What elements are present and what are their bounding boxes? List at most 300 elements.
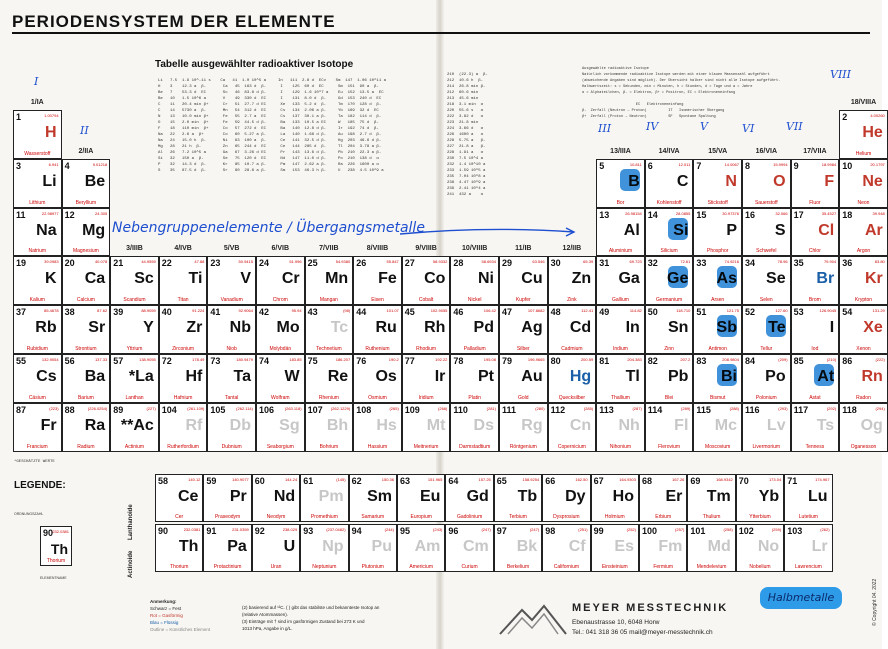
element-symbol: Ti <box>188 270 203 288</box>
atomic-mass: 44.9559 <box>141 259 156 265</box>
element-name: Francium <box>26 443 48 450</box>
element-name: Lanthan <box>125 394 144 401</box>
element-name: Stickstoff <box>707 199 728 206</box>
atomic-mass: 173.04 <box>768 477 782 482</box>
atomic-mass: (258) <box>723 527 733 532</box>
atomic-mass: (227) <box>146 405 156 411</box>
atomic-number: 86 <box>842 356 853 366</box>
element-cell-hs <box>353 403 402 452</box>
element-symbol: Nh <box>618 416 640 434</box>
element-symbol: Cu <box>521 270 543 288</box>
atomic-mass: 132.9054 <box>41 357 59 362</box>
element-symbol: Lu <box>808 488 828 505</box>
atomic-number: 20 <box>64 258 75 269</box>
atomic-mass: 114.82 <box>629 308 642 314</box>
element-name: Vanadium <box>220 297 243 304</box>
element-cell-s <box>742 208 791 257</box>
atomic-mass: (251) <box>578 527 588 532</box>
element-symbol: Rb <box>35 319 57 337</box>
atomic-mass: 231.0359 <box>232 527 249 532</box>
atomic-number: 16 <box>745 209 756 220</box>
element-cell-ru <box>353 305 402 354</box>
element-name: Lithium <box>29 199 46 206</box>
element-symbol: Cm <box>463 538 489 555</box>
element-name: Livermorium <box>752 443 781 450</box>
atomic-mass: 164.9303 <box>619 477 636 482</box>
atomic-number: 39 <box>113 307 124 318</box>
element-cell-he <box>839 110 888 159</box>
element-name: Magnesium <box>72 248 99 255</box>
element-cell-xe <box>839 305 888 354</box>
handwritten-arrow <box>398 224 578 240</box>
element-name: Niob <box>226 345 237 352</box>
element-cell-zn <box>548 256 597 305</box>
atomic-mass: 6.941 <box>48 161 59 167</box>
element-cell-fe <box>353 256 402 305</box>
element-cell-li <box>13 159 62 208</box>
atomic-number: 26 <box>356 258 367 269</box>
element-cell-np <box>300 524 348 572</box>
atomic-number: 90 <box>158 526 169 536</box>
highlight-mark <box>668 218 688 240</box>
element-cell-in <box>596 305 645 354</box>
element-symbol: **Ac <box>120 416 154 434</box>
atomic-mass: 69.723 <box>629 259 642 265</box>
element-symbol: Pr <box>229 488 247 505</box>
element-name: Barium <box>77 394 94 401</box>
element-symbol: Fe <box>378 270 397 288</box>
atomic-mass: 121.75 <box>726 308 739 314</box>
element-cell-ga <box>596 256 645 305</box>
atomic-number: 72 <box>161 356 172 366</box>
atomic-mass: 1.00794 <box>44 113 59 118</box>
atomic-number: 22 <box>161 258 172 269</box>
atomic-mass: (263.118) <box>284 405 302 411</box>
atomic-number: 78 <box>453 356 464 366</box>
element-symbol: Bh <box>326 416 349 434</box>
copyright: © Copyright 04. 2022 <box>872 578 878 626</box>
element-symbol: Np <box>322 538 344 555</box>
element-cell-nb <box>207 305 256 354</box>
atomic-mass: 138.9055 <box>139 357 156 362</box>
element-cell-nh <box>596 403 645 452</box>
element-symbol: Ne <box>862 172 883 190</box>
atomic-number: 33 <box>696 258 707 269</box>
element-symbol: Lv <box>766 416 786 434</box>
element-name: Darmstadtium <box>459 443 491 450</box>
element-cell-hf <box>159 354 208 403</box>
element-cell-sg <box>256 403 305 452</box>
element-name: Lawrencium <box>794 564 822 570</box>
atomic-mass: 150.36 <box>381 477 394 482</box>
element-cell-bk <box>494 524 542 572</box>
group-header-5: 5/VB <box>223 245 240 253</box>
element-symbol: Li <box>42 172 57 190</box>
element-cell-pb <box>645 354 694 403</box>
atomic-mass: 101.07 <box>386 308 399 314</box>
element-name: Uran <box>270 564 282 570</box>
atomic-mass: 51.996 <box>289 259 302 265</box>
element-name: Bor <box>616 199 625 206</box>
atomic-mass: 92.9064 <box>238 308 253 314</box>
atomic-mass: (259) <box>771 527 782 532</box>
atomic-mass: 63.546 <box>532 259 545 265</box>
element-name: Protactinium <box>213 564 242 570</box>
element-symbol: In <box>625 319 640 337</box>
element-name: Cer <box>175 514 184 520</box>
atomic-number: 45 <box>404 307 415 318</box>
element-symbol: V <box>240 270 251 288</box>
element-name: Tenness <box>805 443 825 450</box>
element-name: Titan <box>177 297 189 304</box>
element-cell-kr <box>839 256 888 305</box>
atomic-number: 116 <box>745 404 760 415</box>
element-name: Bismut <box>710 394 726 401</box>
element-symbol: Pu <box>371 538 392 555</box>
atomic-number: 50 <box>647 307 658 318</box>
element-symbol: Sn <box>667 319 689 337</box>
element-symbol: N <box>725 172 737 190</box>
atomic-mass: 200.59 <box>580 357 594 362</box>
atomic-mass: 174.967 <box>815 477 830 482</box>
atomic-mass: 192.22 <box>435 357 448 362</box>
element-cell-ce <box>155 474 203 522</box>
atomic-mass: 91.224 <box>192 308 205 314</box>
atomic-number: 38 <box>64 307 75 318</box>
atomic-number: 107 <box>307 404 323 415</box>
atomic-mass: (285) <box>583 405 594 411</box>
note-3: (3) Einträge mit † sind im gasförmigen Zustand bei 273 K und <box>242 619 365 624</box>
element-symbol: K <box>45 270 57 288</box>
element-cell-ar <box>839 208 888 257</box>
element-cell-be <box>62 159 111 208</box>
atomic-mass: 22.98977 <box>41 210 59 216</box>
atomic-mass: (287) <box>632 405 642 411</box>
element-cell-mo <box>256 305 305 354</box>
atomic-number: 87 <box>16 404 27 415</box>
element-symbol: Ag <box>521 319 543 337</box>
element-symbol: Ds <box>473 416 494 434</box>
element-symbol: Bk <box>516 538 538 555</box>
element-cell-md <box>687 524 735 572</box>
atomic-number: 12 <box>64 209 75 220</box>
element-name: Rutherfordium <box>167 443 199 450</box>
atomic-number: 25 <box>307 258 318 269</box>
atomic-number: 44 <box>356 307 367 318</box>
note-schwarz: Schwarz = Fest <box>150 606 182 611</box>
element-name: Plutonium <box>361 564 384 570</box>
atomic-mass: 47.88 <box>194 259 205 265</box>
element-cell-rh <box>402 305 451 354</box>
highlight-mark <box>717 266 737 288</box>
atomic-mass: 207.2 <box>680 357 691 362</box>
atomic-mass: 58.6934 <box>481 259 496 265</box>
group-header-8: 8/VIIIB <box>366 245 389 253</box>
element-cell-re <box>305 354 354 403</box>
element-name: Rhenium <box>318 394 339 401</box>
atomic-mass: 208.9804 <box>722 357 739 362</box>
element-cell-w <box>256 354 305 403</box>
atomic-number: 14 <box>647 209 658 220</box>
element-name: Xenon <box>856 345 871 352</box>
atomic-mass: (223) <box>49 405 59 411</box>
element-symbol: Hs <box>376 416 397 434</box>
element-symbol: Og <box>860 416 883 434</box>
atomic-mass: 157.25 <box>478 477 491 482</box>
element-cell-ca <box>62 256 111 305</box>
element-cell-tm <box>687 474 735 522</box>
atomic-number: 102 <box>738 526 754 536</box>
element-name: Oganesson <box>850 443 877 450</box>
atomic-number: 13 <box>599 209 610 220</box>
group-header-9: 9/VIIIB <box>415 245 437 253</box>
atomic-mass: (222) <box>875 357 885 362</box>
element-symbol: Kr <box>865 270 883 288</box>
element-cell-ac <box>110 403 159 452</box>
atomic-number: 28 <box>453 258 464 269</box>
element-cell-ds <box>450 403 499 452</box>
atomic-mass: 195.08 <box>483 357 496 362</box>
element-name: Molybdän <box>269 345 292 352</box>
element-symbol: Ir <box>434 368 446 385</box>
element-cell-ba <box>62 354 111 403</box>
element-name: Cadmium <box>561 345 583 352</box>
element-name: Zink <box>567 297 577 304</box>
atomic-number: 24 <box>259 258 270 269</box>
element-cell-os <box>353 354 402 403</box>
element-name: Nobelium <box>749 564 771 570</box>
element-name: Seaborgium <box>266 443 294 450</box>
element-cell-ne <box>839 159 888 208</box>
element-symbol: Mt <box>426 416 446 434</box>
legend-explanation-text: Ausgewählte radioaktive Isotope Natürlich vorkommende radioaktive Isotope werden mit einer blauen Massenzahl aufgeführt (abweichende Angaben sind möglich). Der Übersicht halber sind nicht alle Isotope aufgeführt. Halbwertszeit: s = Sekunden, min = Minuten, h = Stunden, d = Tage und a = Jahre α = Alphateilchen, β- = Elektron, β+ = Positron, EC = Elektroneneinfang EC Elektroneneinfang β- Zerfall (Neutron → Proton) IT Isomerischer Übergang β+ Zerfall (Proton → Neutron) SF Spontane Spaltung <box>582 67 781 119</box>
element-name: Chlor <box>808 248 821 255</box>
legend-tag-elementname: ELEMENTNAME <box>40 576 67 580</box>
estimated-values-note: *GESCHÄTZTE WERTE <box>14 460 55 464</box>
element-symbol: P <box>726 221 737 239</box>
atomic-mass: 83.80 <box>874 259 885 265</box>
element-cell-ts <box>791 403 840 452</box>
element-symbol: Cd <box>569 319 592 337</box>
roman-numeral-2: II <box>80 124 89 137</box>
element-symbol: Sr <box>88 319 106 337</box>
element-cell-bh <box>305 403 354 452</box>
element-cell-dy <box>542 474 590 522</box>
atomic-number: 103 <box>787 526 803 536</box>
atomic-mass: (281) <box>486 405 496 411</box>
note-rot: Rot = Gasförmig <box>150 613 183 618</box>
element-name: Beryllium <box>75 199 97 206</box>
atomic-number: 40 <box>161 307 172 318</box>
atomic-mass: 118.710 <box>676 308 691 314</box>
highlight-mark <box>717 315 737 337</box>
isotopes-table-title: Tabelle ausgewählter radioaktiver Isotope <box>155 59 354 70</box>
element-symbol: He <box>862 124 883 141</box>
atomic-number: 15 <box>696 209 707 220</box>
atomic-number: 53 <box>793 307 804 318</box>
element-name: Zinn <box>664 345 674 352</box>
element-name: Cobalt <box>418 297 434 304</box>
atomic-number: 2 <box>842 112 848 122</box>
element-name: Wolfram <box>271 394 290 401</box>
element-cell-pa <box>203 524 251 572</box>
element-symbol: Rn <box>861 368 883 385</box>
note-grau: Outline = Künstliches Element <box>150 627 211 632</box>
atomic-number: 83 <box>696 356 707 366</box>
element-symbol: O <box>773 172 786 190</box>
atomic-number: 47 <box>502 307 513 318</box>
atomic-mass: 144.24 <box>284 477 298 482</box>
note-2b: (relative Atommassen). <box>242 612 289 617</box>
atomic-mass: 107.8682 <box>527 308 545 314</box>
atomic-mass: (294) <box>875 405 885 411</box>
element-name: Calcium <box>76 297 95 304</box>
element-name: Bohrium <box>319 443 339 450</box>
element-name: Wasserstoff <box>24 150 51 157</box>
element-cell-f <box>791 159 840 208</box>
atomic-number: 71 <box>787 476 798 486</box>
element-cell-pt <box>450 354 499 403</box>
element-name: Fluor <box>809 199 821 206</box>
element-symbol: Mn <box>325 270 349 288</box>
element-cell-au <box>499 354 548 403</box>
element-cell-fl <box>645 403 694 452</box>
atomic-mass: 204.383 <box>627 357 642 362</box>
atomic-mass: 137.33 <box>94 357 108 362</box>
atomic-number: 99 <box>593 526 604 536</box>
atomic-mass: 180.9479 <box>236 357 253 362</box>
element-name: Copernicium <box>557 443 586 450</box>
atomic-mass: (262.114) <box>236 405 253 411</box>
element-cell-n <box>693 159 742 208</box>
element-cell-cr <box>256 256 305 305</box>
element-symbol: Xe <box>863 319 883 337</box>
element-name: Dubnium <box>221 443 242 450</box>
element-symbol: Fm <box>658 538 683 555</box>
element-cell-p <box>693 208 742 257</box>
element-cell-cu <box>499 256 548 305</box>
atomic-mass: 20.1797 <box>870 161 885 167</box>
element-name: Neodym <box>266 514 286 520</box>
element-name: Aluminium <box>608 248 633 255</box>
element-symbol: Th <box>178 538 199 555</box>
element-cell-zr <box>159 305 208 354</box>
element-cell-og <box>839 403 888 452</box>
group-header-12: 12/IIB <box>562 245 582 253</box>
element-name: Nickel <box>467 297 482 304</box>
atomic-number: 91 <box>206 526 217 536</box>
legend-example-number: 90 <box>43 528 54 538</box>
group-header-16: 16/VIA <box>755 147 777 155</box>
atomic-mass: (288) <box>729 405 739 411</box>
element-symbol: Re <box>327 368 349 385</box>
element-name: Neptunium <box>312 564 337 570</box>
element-name: Selen <box>759 297 773 304</box>
roman-numeral-3: III <box>598 122 612 135</box>
element-symbol: Dy <box>565 488 586 505</box>
atomic-number: 17 <box>793 209 804 220</box>
element-cell-rn <box>839 354 888 403</box>
element-cell-cf <box>542 524 590 572</box>
atomic-number: 46 <box>453 307 464 318</box>
element-symbol: Ga <box>618 270 640 288</box>
company-address: Ebenaustrasse 10, 6048 Horw <box>572 619 660 626</box>
atomic-number: 104 <box>161 404 177 415</box>
element-cell-sm <box>349 474 397 522</box>
atomic-mass: 40.078 <box>94 259 108 265</box>
element-symbol: Ni <box>477 270 494 288</box>
atomic-mass: 35.4527 <box>821 210 837 216</box>
element-symbol: Ba <box>84 368 106 385</box>
element-cell-cn <box>548 403 597 452</box>
element-cell-h <box>13 110 62 159</box>
element-symbol: Au <box>521 368 543 385</box>
atomic-number: 60 <box>254 476 265 486</box>
element-name: Argon <box>856 248 871 255</box>
group-header-6: 6/VIB <box>271 245 290 253</box>
element-symbol: F <box>824 172 835 190</box>
element-cell-se <box>742 256 791 305</box>
atomic-number: 101 <box>690 526 706 536</box>
atomic-mass: 95.94 <box>291 308 302 314</box>
element-name: Iod <box>811 345 819 352</box>
atomic-number: 96 <box>448 526 459 536</box>
element-symbol: Na <box>36 221 57 239</box>
element-cell-c <box>645 159 694 208</box>
element-name: Neon <box>857 199 870 206</box>
element-name: Lutetium <box>798 514 818 520</box>
element-cell-yb <box>736 474 784 522</box>
atomic-number: 51 <box>696 307 707 318</box>
atomic-number: 94 <box>351 526 362 536</box>
element-symbol: Am <box>414 538 441 555</box>
atomic-number: 61 <box>303 476 314 486</box>
element-symbol: *La <box>128 368 154 385</box>
element-name: Iridium <box>418 394 434 401</box>
element-symbol: Ra <box>84 416 106 434</box>
element-name: Curium <box>461 564 478 570</box>
title-rule <box>12 32 870 34</box>
element-cell-y <box>110 305 159 354</box>
element-cell-th <box>155 524 203 572</box>
element-name: Polonium <box>755 394 777 401</box>
element-symbol: Cl <box>818 221 835 239</box>
atomic-mass: 151.965 <box>427 477 443 482</box>
element-name: Helium <box>855 150 872 157</box>
element-cell-cs <box>13 354 62 403</box>
atomic-number: 84 <box>745 356 756 366</box>
note-blau: Blau = Flüssig <box>150 620 179 625</box>
element-cell-sn <box>645 305 694 354</box>
element-cell-fm <box>639 524 687 572</box>
element-name: Californium <box>553 564 580 570</box>
group-header-1: 1/IA <box>30 99 44 106</box>
element-symbol: Cr <box>281 270 300 288</box>
element-symbol: Eu <box>419 488 441 505</box>
atomic-number: 109 <box>404 404 420 415</box>
element-symbol: H <box>45 124 57 141</box>
element-cell-eu <box>397 474 445 522</box>
element-symbol: Zr <box>186 319 203 337</box>
element-symbol: Po <box>765 368 786 385</box>
atomic-mass: (289) <box>681 405 691 411</box>
element-name: Meitnerium <box>413 443 439 450</box>
group-header-10: 10/VIIIB <box>462 245 488 253</box>
atomic-mass: (293) <box>778 405 788 411</box>
atomic-mass: (261.109) <box>187 405 205 411</box>
element-cell-pr <box>203 474 251 522</box>
roman-numeral-6: VI <box>742 122 755 135</box>
